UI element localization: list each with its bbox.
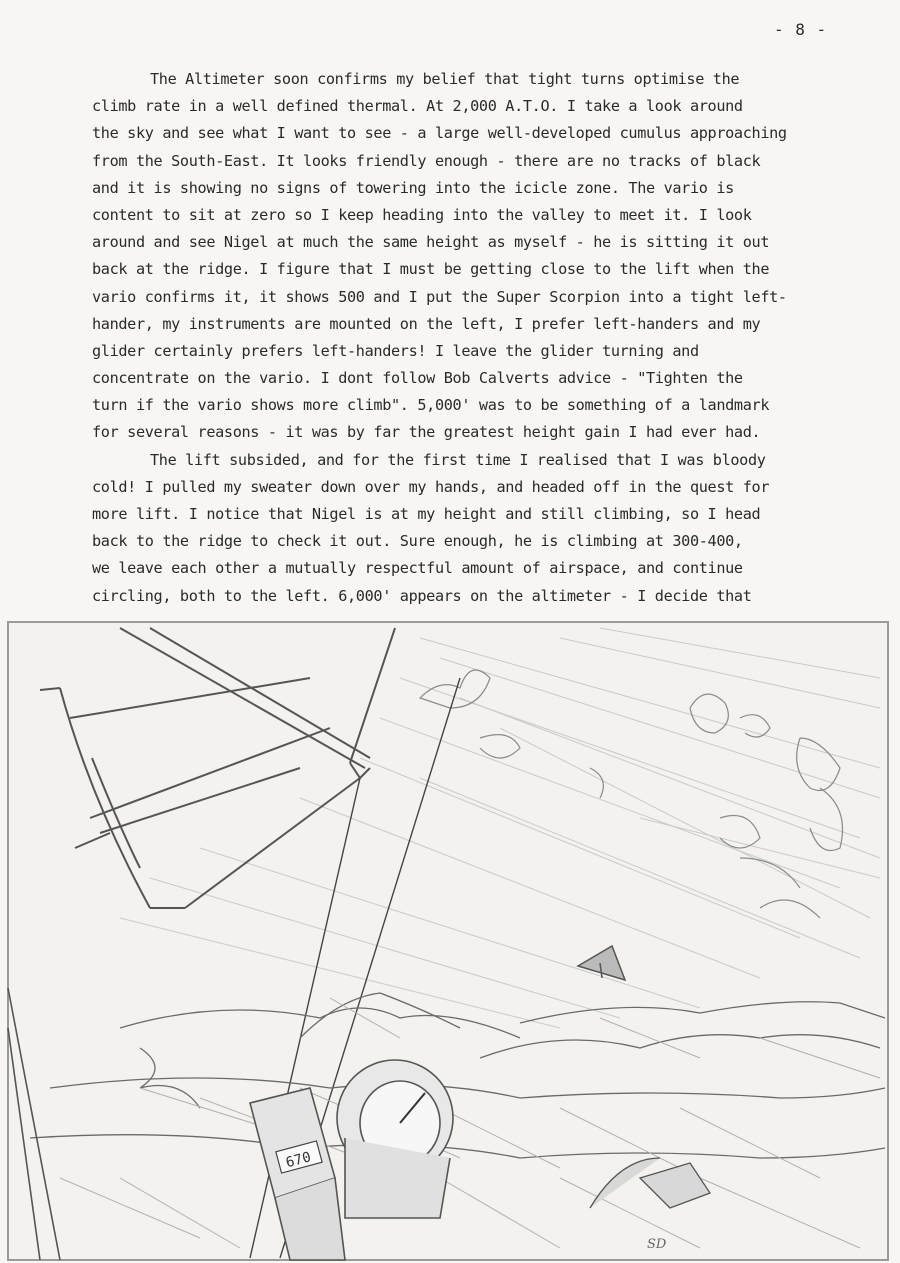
text-line: the sky and see what I want to see - a large well-developed cumulus approaching — [92, 124, 787, 143]
text-line: back to the ridge to check it out. Sure enough, he is climbing at 300-400, — [92, 532, 743, 551]
text-line: more lift. I notice that Nigel is at my height and still climbing, so I head — [92, 505, 761, 523]
article-body — [92, 66, 822, 610]
text-line: and it is showing no signs of towering into the icicle zone. The vario is — [92, 178, 734, 197]
text-line: The lift subsided, and for the first time I realised that I was bloody — [150, 450, 766, 469]
text-line: climb rate in a well defined thermal. At 2,000 A.T.O. I take a look around — [92, 97, 743, 116]
text-line: circling, both to the left. 6,000' appears on the altimeter - I decide that — [92, 586, 752, 605]
artist-signature: SD — [647, 1237, 667, 1252]
text-line: for several reasons - it was by far the greatest height gain I had ever had. — [92, 423, 761, 442]
page-number: - 8 - — [774, 20, 828, 39]
text-line: we leave each other a mutually respectful amount of airspace, and continue — [92, 559, 743, 578]
vario-instrument — [337, 1060, 453, 1218]
text-line: The Altimeter soon confirms my belief that tight turns optimise the — [150, 70, 740, 88]
text-line: vario confirms it, it shows 500 and I put the Super Scorpion into a tight left- — [92, 287, 787, 306]
text-line: glider certainly prefers left-handers! I leave the glider turning and — [92, 341, 699, 360]
text-line: content to sit at zero so I keep heading into the valley to meet it. I look — [92, 205, 752, 224]
text-line: from the South-East. It looks friendly enough - there are no tracks of black — [92, 151, 761, 170]
text-line: hander, my instruments are mounted on the left, I prefer left-handers and my — [92, 314, 761, 333]
text-line: concentrate on the vario. I dont follow Bob Calverts advice - "Tighten the — [92, 369, 743, 388]
pencil-illustration — [0, 618, 900, 1263]
text-line: cold! I pulled my sweater down over my hands, and headed off in the quest for — [92, 477, 770, 496]
text-line: around and see Nigel at much the same height as myself - he is sitting it out — [92, 233, 770, 252]
text-line: turn if the vario shows more climb". 5,000' was to be something of a landmark — [92, 396, 770, 415]
text-line: back at the ridge. I figure that I must be getting close to the lift when the — [92, 260, 770, 279]
altimeter-reading: 670 — [284, 1149, 313, 1172]
